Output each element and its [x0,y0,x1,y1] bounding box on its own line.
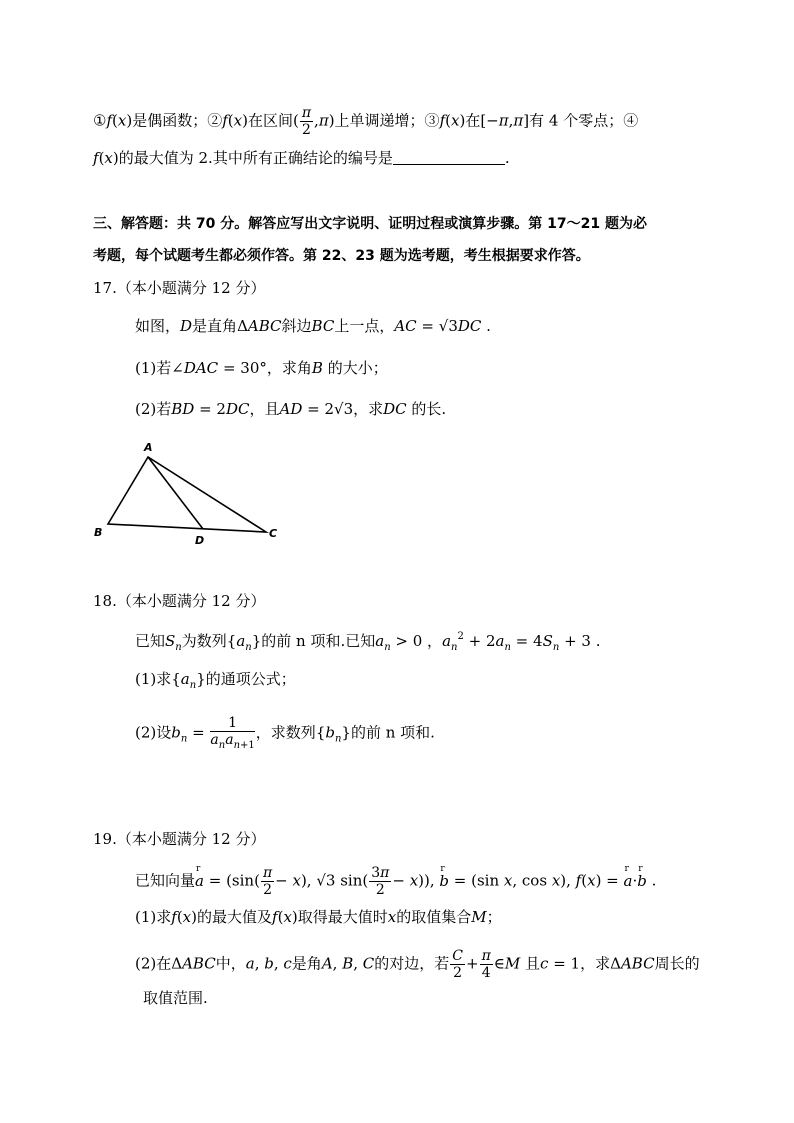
label-D: D [195,534,205,547]
q19-part-2-cont: 取值范围. [143,989,208,1007]
q18-part-1: (1)求$\{a_n\}$的通项公式； [135,670,296,691]
q19-part-1: (1)求f(x)的最大值及f(x)取得最大值时x的取值集合M； [135,908,502,926]
q19-header: 19.（本小题满分 12 分） [93,830,266,848]
section3-line-1: 三、解答题：共 70 分。解答应写出文字说明、证明过程或演算步骤。第 17～21 题为必 [93,216,647,232]
q17-part-1: (1)若∠DAC = 30°，求角B 的大小； [135,359,388,377]
section3-line-2: 考题，每个试题考生都必须作答。第 22、23 题为选考题，考生根据要求作答。 [93,248,590,264]
triangle-diagram [88,438,288,548]
q18-intro: 已知$S_n$为数列$\{a_n\}$的前 n 项和.已知$a_n > 0$ ，$a_n^2 + 2a_n = 4S_n + 3$ . [135,631,601,653]
q17-header: 17.（本小题满分 12 分） [93,279,266,297]
label-C: C [269,527,278,540]
label-B: B [94,526,103,539]
q16-line-2: f(x)的最大值为 2.其中所有正确结论的编号是 . [93,149,510,167]
answer-blank[interactable] [393,150,505,165]
q19-part-2: (2)在ΔABC中，a, b, c是角A, B, C的对边，若 $\frac{C}{2}$ + $\frac{\pi}{4}$ ∈M 且c = 1，求ΔABC周长的 [135,948,700,981]
q18-header: 18.（本小题满分 12 分） [93,592,266,610]
label-A: A [144,441,153,454]
q17-intro: 如图，D是直角ΔABC斜边BC上一点，AC = √3DC . [135,317,491,335]
q17-part-2: (2)若BD = 2DC，且AD = 2√3，求DC 的长. [135,400,447,418]
q16-line-1: ①f(x)是偶函数；②f(x)在区间( $\frac{\pi}{2}$ ,π)上单调递增；③f(x)在[−π,π]有 4 个零点；④ [93,105,639,138]
q18-part-2: (2)设$b_n$ = $\frac{1}{a_na_{n+1}}$ ，求数列$\{b_n\}$的前 n 项和. [135,715,435,751]
q19-intro: 已知向量r a = (sin( $\frac{\pi}{2}$ − x), √3 sin( $\frac{3\pi}{2}$ − x)), r b = (sin x, cos x), f(x) = r a·r b . [135,866,656,897]
